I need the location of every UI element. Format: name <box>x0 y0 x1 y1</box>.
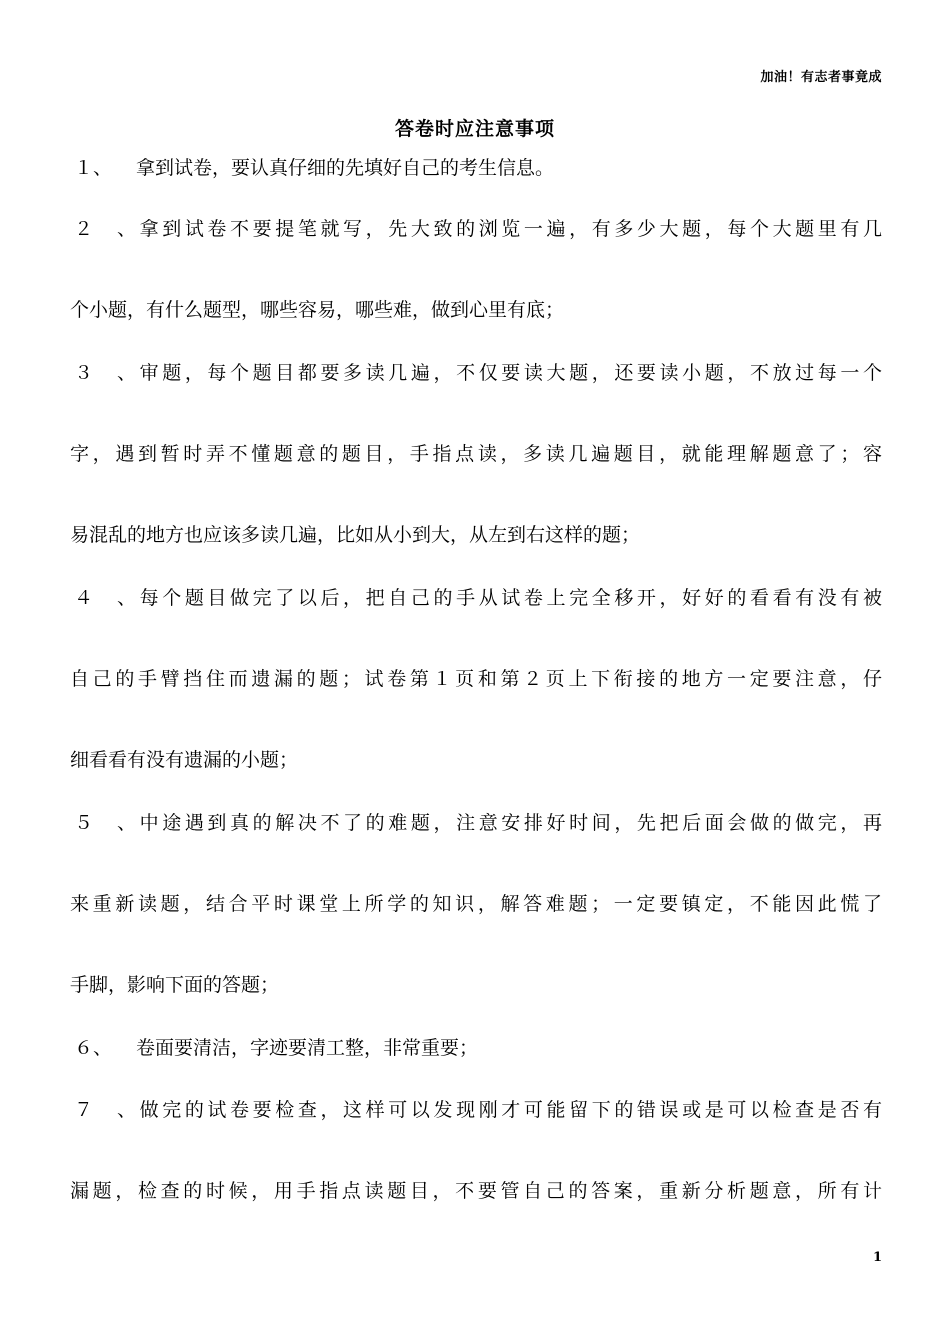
list-item-2-continuation: 个小题，有什么题型，哪些容易，哪些难，做到心里有底； <box>70 299 565 321</box>
item-number: ２、 <box>74 218 136 240</box>
list-item-4-continuation: 自己的手臂挡住而遗漏的题；试卷第１页和第２页上下衔接的地方一定要注意，仔 <box>70 668 882 690</box>
item-text: 拿到试卷，要认真仔细的先填好自己的考生信息。 <box>136 157 555 179</box>
item-text: 做完的试卷要检查，这样可以发现刚才可能留下的错误或是可以检查是否有 <box>136 1099 882 1121</box>
item-text: 卷面要清洁，字迹要清工整，非常重要； <box>136 1037 479 1059</box>
item-number: １、 <box>74 157 113 179</box>
list-item-7 <box>70 1097 882 1123</box>
header-motto: 加油！有志者事竟成 <box>760 70 882 85</box>
item-number: ４、 <box>74 587 136 609</box>
list-item-4-continuation: 细看看有没有遗漏的小题； <box>70 749 299 771</box>
list-item-7-continuation: 漏题，检查的时候，用手指点读题目，不要管自己的答案，重新分析题意，所有计 <box>70 1180 882 1202</box>
list-item-3-continuation: 字，遇到暂时弄不懂题意的题目，手指点读，多读几遍题目，就能理解题意了；容 <box>70 443 882 465</box>
list-item-4 <box>70 585 882 611</box>
item-number: ５、 <box>74 812 136 834</box>
item-text: 每个题目做完了以后，把自己的手从试卷上完全移开，好好的看看有没有被 <box>136 587 882 609</box>
item-text: 拿到试卷不要提笔就写，先大致的浏览一遍，有多少大题，每个大题里有几 <box>136 218 882 240</box>
list-item-5 <box>70 810 882 836</box>
item-text: 中途遇到真的解决不了的难题，注意安排好时间，先把后面会做的做完，再 <box>136 812 882 834</box>
list-item-1 <box>70 155 882 181</box>
list-item-3-continuation: 易混乱的地方也应该多读几遍，比如从小到大，从左到右这样的题； <box>70 524 641 546</box>
item-number: ７、 <box>74 1099 136 1121</box>
page-number: 1 <box>872 1250 882 1265</box>
list-item-5-continuation: 手脚，影响下面的答题； <box>70 974 280 996</box>
item-number: ３、 <box>74 362 136 384</box>
item-text: 审题，每个题目都要多读几遍，不仅要读大题，还要读小题，不放过每一个 <box>136 362 882 384</box>
list-item-2 <box>70 216 882 242</box>
list-item-5-continuation: 来重新读题，结合平时课堂上所学的知识，解答难题；一定要镇定，不能因此慌了 <box>70 893 882 915</box>
list-item-3 <box>70 360 882 386</box>
list-item-6 <box>70 1035 882 1061</box>
item-number: ６、 <box>74 1037 113 1059</box>
page-title: 答卷时应注意事项 <box>394 118 555 140</box>
